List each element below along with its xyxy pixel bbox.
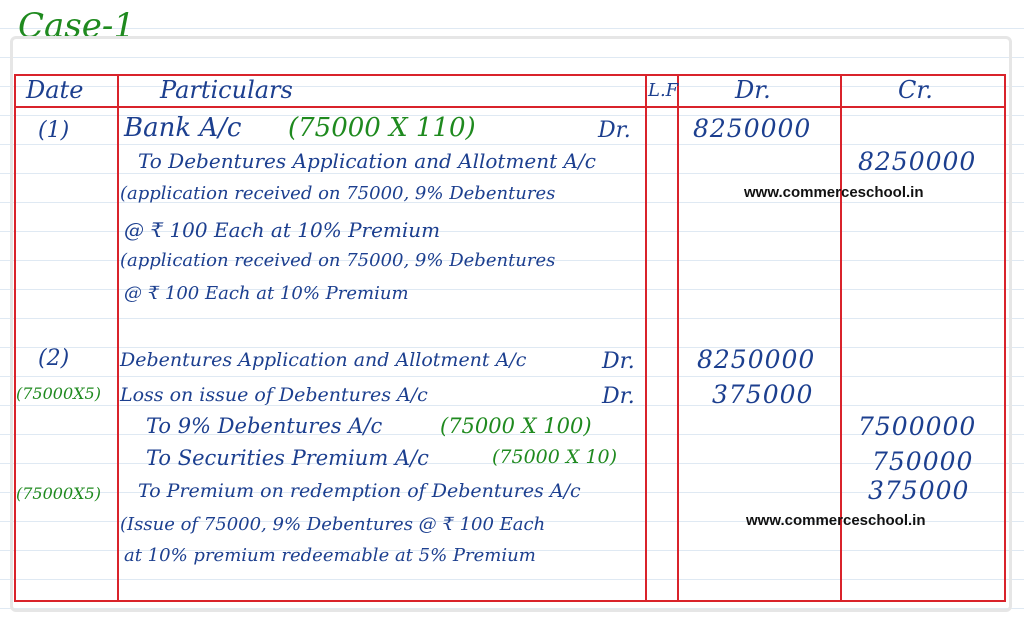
entry2-credit2: To Securities Premium A/c: [146, 446, 429, 470]
particulars-column-divider: [645, 76, 647, 600]
entry1-credit-amount: 8250000: [858, 147, 977, 176]
header-divider: [16, 106, 1004, 108]
header-lf: L.F: [648, 80, 679, 101]
entry2-debit-amount-1: 8250000: [697, 345, 816, 374]
entry2-narration-2: at 10% premium redeemable at 5% Premium: [124, 545, 536, 566]
entry1-debit-amount: 8250000: [693, 114, 812, 143]
entry2-number: (2): [38, 346, 70, 371]
entry1-debit-account: Bank A/c: [124, 113, 242, 143]
entry1-narration-4: @ ₹ 100 Each at 10% Premium: [124, 283, 409, 304]
watermark-top: www.commerceschool.in: [744, 184, 924, 201]
case-title: Case-1: [18, 6, 135, 46]
header-dr: Dr.: [735, 76, 771, 104]
entry1-number: (1): [38, 118, 70, 143]
entry2-debit-amount-2: 375000: [712, 380, 814, 409]
entry1-debit-calc: (75000 X 110): [288, 113, 476, 143]
entry2-credit1-calc: (75000 X 100): [440, 414, 592, 438]
entry2-side-note-1: (75000X5): [16, 384, 101, 403]
entry2-line2: Loss on issue of Debentures A/c: [120, 384, 428, 406]
entry2-line2-dr: Dr.: [602, 384, 635, 409]
entry2-credit-amount-1: 7500000: [858, 412, 977, 441]
entry2-side-note-2: (75000X5): [16, 484, 101, 503]
entry2-credit-amount-2: 750000: [872, 447, 974, 476]
entry2-line1: Debentures Application and Allotment A/c: [120, 349, 527, 371]
entry1-dr-mark: Dr.: [598, 118, 631, 143]
entry2-narration-1: (Issue of 75000, 9% Debentures @ ₹ 100 Each: [120, 514, 546, 535]
entry1-narration-2: @ ₹ 100 Each at 10% Premium: [124, 218, 441, 242]
entry2-credit2-calc: (75000 X 10): [492, 446, 618, 468]
date-column-divider: [117, 76, 119, 600]
entry1-credit-account: To Debentures Application and Allotment A/c: [138, 149, 596, 173]
lf-column-divider: [677, 76, 679, 600]
entry1-narration-1: (application received on 75000, 9% Debentures: [120, 183, 556, 204]
entry2-credit-amount-3: 375000: [868, 476, 970, 505]
watermark-bottom: www.commerceschool.in: [746, 512, 926, 529]
entry2-line1-dr: Dr.: [602, 349, 635, 374]
header-date: Date: [26, 76, 84, 104]
entry2-credit1: To 9% Debentures A/c: [146, 414, 383, 438]
entry1-narration-3: (application received on 75000, 9% Debentures: [120, 250, 556, 271]
entry2-credit3: To Premium on redemption of Debentures A/c: [138, 480, 581, 502]
header-particulars: Particulars: [160, 76, 293, 104]
header-cr: Cr.: [898, 76, 933, 104]
